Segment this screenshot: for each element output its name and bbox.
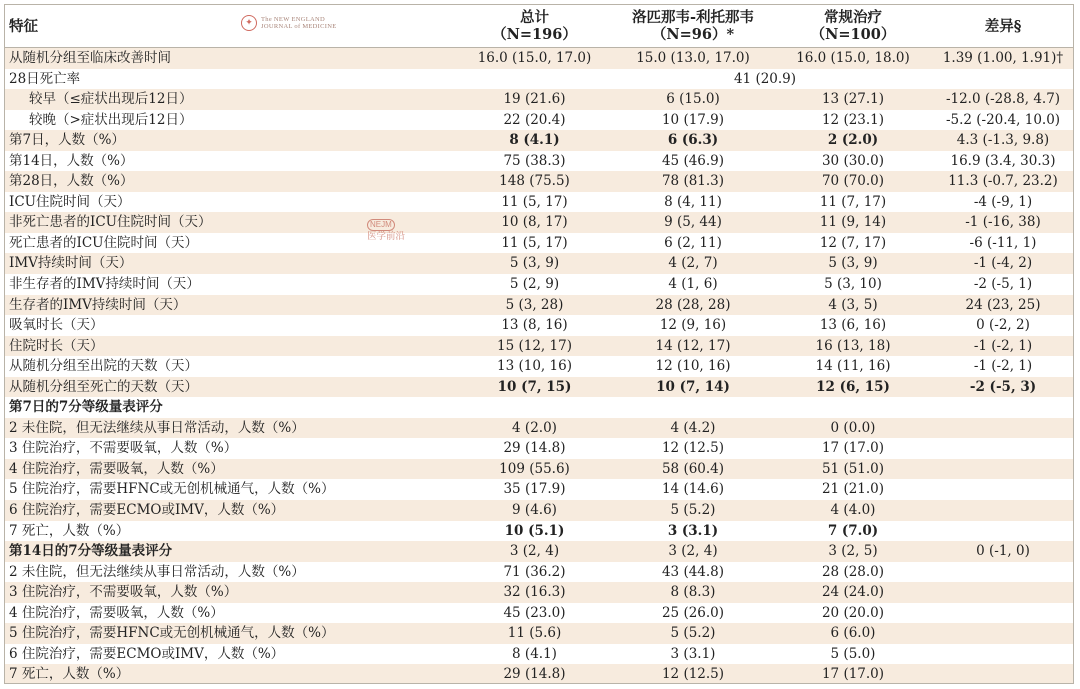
cell-total: 16.0 (15.0, 17.0) [477,50,592,66]
table-row [5,110,1073,131]
table-row [5,644,1073,665]
table-row [5,562,1073,583]
nejm-watermark: NEJM 医学前沿 [367,220,406,242]
row-feature: 较早（≤症状出现后12日） [29,91,193,108]
cell-difference: 16.9 (3.4, 30.3) [950,152,1056,169]
cell-total: 15 (12, 17) [497,337,572,354]
table-row [5,233,1073,254]
header-total: 总计 （N=196） [492,9,577,43]
cell-standard-care: 4 (4.0) [830,502,876,519]
row-feature: 住院时长（天） [9,337,104,354]
cell-lopinavir-ritonavir: 6 (15.0) [666,91,720,108]
cell-standard-care: 17 (17.0) [821,440,885,457]
cell-lopinavir-ritonavir: 58 (60.4) [661,460,725,477]
row-feature: 较晚（>症状出现后12日） [29,111,193,128]
cell-difference: -5.2 (-20.4, 10.0) [945,111,1061,128]
table-row [5,69,1073,90]
row-feature: 从随机分组至出院的天数（天） [9,358,198,375]
table-row [5,438,1073,459]
table-row [5,479,1073,500]
row-feature: 4 住院治疗，需要吸氧，人数（%） [9,460,224,477]
cell-standard-care: 30 (30.0) [821,152,885,169]
cell-difference: -6 (-11, 1) [969,234,1037,251]
nejm-seal-icon: ✦ [241,15,257,31]
row-feature: 从随机分组至临床改善时间 [9,50,171,66]
cell-total: 19 (21.6) [503,91,566,108]
row-feature: 4 住院治疗，需要吸氧，人数（%） [9,604,224,621]
cell-difference: -1 (-2, 1) [973,337,1033,354]
cell-lopinavir-ritonavir: 78 (81.3) [661,173,725,190]
cell-standard-care: 13 (6, 16) [819,317,887,334]
cell-standard-care: 0 (0.0) [830,419,876,436]
row-feature: 5 住院治疗，需要HFNC或无创机械通气，人数（%） [9,625,335,642]
header-standard-care: 常规治疗 （N=100） [810,9,896,43]
cell-lopinavir-ritonavir: 10 (7, 14) [656,378,730,395]
table-row [5,664,1073,684]
cell-difference: 0 (-2, 2) [976,317,1030,334]
cell-standard-care: 28 (28.0) [821,563,885,580]
table-section-heading [5,541,1073,562]
row-feature: 7 死亡，人数（%） [9,666,130,683]
cell-total: 11 (5, 17) [501,193,568,210]
cell-lopinavir-ritonavir: 14 (12, 17) [655,337,731,354]
cell-standard-care: 17 (17.0) [821,666,885,683]
table-row [5,89,1073,110]
cell-standard-care: 16.0 (15.0, 18.0) [796,50,910,66]
row-feature: 死亡患者的ICU住院时间（天） [9,234,199,251]
cell-difference: -2 (-5, 3) [969,378,1037,395]
cell-standard-care: 24 (24.0) [821,584,885,601]
table-row [5,130,1073,151]
table-row [5,582,1073,603]
cell-standard-care: 12 (23.1) [821,111,885,128]
cell-lopinavir-ritonavir: 15.0 (13.0, 17.0) [636,50,750,66]
cell-total: 71 (36.2) [503,563,566,580]
table-row [5,459,1073,480]
cell-standard-care: 5 (3, 9) [828,255,878,272]
cell-lopinavir-ritonavir: 5 (5.2) [670,502,716,519]
cell-total: 11 (5, 17) [501,234,568,251]
cell-standard-care: 11 (7, 17) [819,193,887,210]
cell-lopinavir-ritonavir: 14 (14.6) [661,481,725,498]
cell-standard-care: 70 (70.0) [821,173,885,190]
section-title: 第14日的7分等级量表评分 [9,543,173,560]
cell-total: 75 (38.3) [503,152,566,169]
table-row [5,521,1073,542]
cell-lopinavir-ritonavir: 3 (3.1) [667,522,719,539]
row-feature: IMV持续时间（天） [9,255,133,272]
cell-standard-care: 11 (9, 14) [819,214,887,231]
cell-difference: 1.39 (1.00, 1.91)† [942,50,1064,66]
table-row [5,212,1073,233]
cell-lopinavir-ritonavir: 28 (28, 28) [655,296,731,313]
cell-standard-care: 13 (27.1) [821,91,885,108]
row-feature: 吸氧时长（天） [9,317,104,334]
row-feature: 2 未住院，但无法继续从事日常活动，人数（%） [9,563,305,580]
cell-lopinavir-ritonavir: 3 (3.1) [670,645,716,662]
cell-standard-care: 20 (20.0) [821,604,885,621]
cell-lopinavir-ritonavir: 43 (44.8) [661,563,725,580]
row-feature: 第28日，人数（%） [9,173,134,190]
table-row [5,274,1073,295]
cell-lopinavir-ritonavir: 5 (5.2) [670,625,716,642]
cell-total: 3 (2, 4) [509,543,560,560]
cell-lopinavir-ritonavir: 9 (5, 44) [664,214,722,231]
row-feature: ICU住院时间（天） [9,193,131,210]
cell-difference: -1 (-4, 2) [973,255,1033,272]
cell-difference: -2 (-5, 1) [973,276,1033,293]
cell-standard-care: 3 (2, 5) [828,543,878,560]
cell-total: 109 (55.6) [499,460,570,477]
cell-standard-care: 5 (5.0) [830,645,876,662]
table-row [5,295,1073,316]
table-row [5,48,1073,69]
row-feature: 5 住院治疗，需要HFNC或无创机械通气，人数（%） [9,481,335,498]
row-feature: 6 住院治疗，需要ECMO或IMV，人数（%） [9,645,285,662]
row-feature: 6 住院治疗，需要ECMO或IMV，人数（%） [9,502,285,519]
table-body [5,48,1073,684]
table-row [5,623,1073,644]
cell-lopinavir-ritonavir: 8 (4, 11) [664,193,722,210]
cell-lopinavir-ritonavir: 8 (8.3) [670,584,716,601]
cell-total: 9 (4.6) [512,502,557,519]
table-row [5,500,1073,521]
cell-standard-care: 14 (11, 16) [815,358,891,375]
cell-lopinavir-ritonavir: 10 (17.9) [661,111,725,128]
section-title: 第7日的7分等级量表评分 [9,399,163,416]
header-difference: 差异§ [984,17,1022,35]
table-row [5,151,1073,172]
cell-total: 10 (5.1) [504,522,565,539]
row-feature: 7 死亡，人数（%） [9,522,130,539]
header-feature: 特征 [9,17,38,35]
cell-total: 11 (5.6) [507,625,562,642]
table-row [5,315,1073,336]
cell-total: 148 (75.5) [499,173,570,190]
cell-lopinavir-ritonavir: 12 (12.5) [661,440,725,457]
table-row [5,603,1073,624]
row-feature: 2 未住院，但无法继续从事日常活动，人数（%） [9,419,305,436]
row-feature: 第14日，人数（%） [9,152,134,169]
cell-total: 13 (8, 16) [501,317,568,334]
table-section-heading [5,397,1073,418]
cell-total: 5 (3, 28) [505,296,564,313]
cell-difference: 11.3 (-0.7, 23.2) [948,173,1058,190]
cell-standard-care: 51 (51.0) [821,460,885,477]
cell-lopinavir-ritonavir: 12 (12.5) [661,666,725,683]
cell-total: 8 (4.1) [509,132,560,149]
header-lopinavir-ritonavir: 洛匹那韦-利托那韦 （N=96）* [631,9,755,43]
cell-total: 29 (14.8) [503,440,566,457]
nejm-logo: ✦ The NEW ENGLAND JOURNAL of MEDICINE [241,15,337,31]
row-feature: 28日死亡率 [9,70,81,87]
cell-total: 5 (2, 9) [509,276,560,293]
cell-standard-care: 21 (21.0) [821,481,885,498]
cell-difference: -1 (-2, 1) [973,358,1033,375]
cell-standard-care: 16 (13, 18) [815,337,891,354]
cell-total: 10 (7, 15) [497,378,572,395]
cell-merged-value: 41 (20.9) [733,70,797,87]
cell-difference: -1 (-16, 38) [965,214,1041,231]
cell-total: 29 (14.8) [503,666,566,683]
cell-difference: 24 (23, 25) [965,296,1041,313]
cell-total: 8 (4.1) [512,645,557,662]
row-feature: 第7日，人数（%） [9,132,125,149]
cell-difference: 0 (-1, 0) [976,543,1030,560]
cell-standard-care: 5 (3, 10) [824,276,882,293]
row-feature: 生存者的IMV持续时间（天） [9,296,187,313]
table-row [5,418,1073,439]
cell-lopinavir-ritonavir: 12 (10, 16) [655,358,731,375]
cell-difference: 4.3 (-1.3, 9.8) [956,132,1050,149]
cell-difference: -12.0 (-28.8, 4.7) [945,91,1061,108]
cell-lopinavir-ritonavir: 12 (9, 16) [659,317,727,334]
cell-difference: -4 (-9, 1) [973,193,1033,210]
cell-standard-care: 4 (3, 5) [828,296,878,313]
cell-standard-care: 12 (7, 17) [819,234,887,251]
cell-standard-care: 6 (6.0) [830,625,876,642]
cell-standard-care: 2 (2.0) [827,132,879,149]
row-feature: 3 住院治疗，不需要吸氧，人数（%） [9,584,238,601]
cell-total: 45 (23.0) [503,604,566,621]
cell-lopinavir-ritonavir: 4 (1, 6) [668,276,718,293]
cell-lopinavir-ritonavir: 4 (2, 7) [668,255,718,272]
table-row [5,356,1073,377]
cell-lopinavir-ritonavir: 3 (2, 4) [668,543,718,560]
table-row [5,192,1073,213]
row-feature: 非生存者的IMV持续时间（天） [9,276,200,293]
cell-lopinavir-ritonavir: 6 (2, 11) [664,234,722,251]
table-row [5,336,1073,357]
cell-total: 5 (3, 9) [509,255,560,272]
results-table [4,4,1074,684]
cell-total: 10 (8, 17) [501,214,568,231]
cell-total: 4 (2.0) [512,419,557,436]
table-row [5,253,1073,274]
cell-lopinavir-ritonavir: 25 (26.0) [661,604,725,621]
cell-standard-care: 12 (6, 15) [816,378,890,395]
cell-lopinavir-ritonavir: 45 (46.9) [661,152,725,169]
cell-lopinavir-ritonavir: 6 (6.3) [667,132,719,149]
table-header [5,5,1073,48]
row-feature: 从随机分组至死亡的天数（天） [9,378,198,395]
cell-total: 13 (10, 16) [497,358,572,375]
row-feature: 非死亡患者的ICU住院时间（天） [9,214,212,231]
table-row [5,377,1073,398]
cell-lopinavir-ritonavir: 4 (4.2) [670,419,716,436]
cell-total: 32 (16.3) [503,584,566,601]
row-feature: 3 住院治疗，不需要吸氧，人数（%） [9,440,238,457]
cell-total: 35 (17.9) [503,481,566,498]
cell-total: 22 (20.4) [503,111,566,128]
table-row [5,171,1073,192]
cell-standard-care: 7 (7.0) [827,522,879,539]
